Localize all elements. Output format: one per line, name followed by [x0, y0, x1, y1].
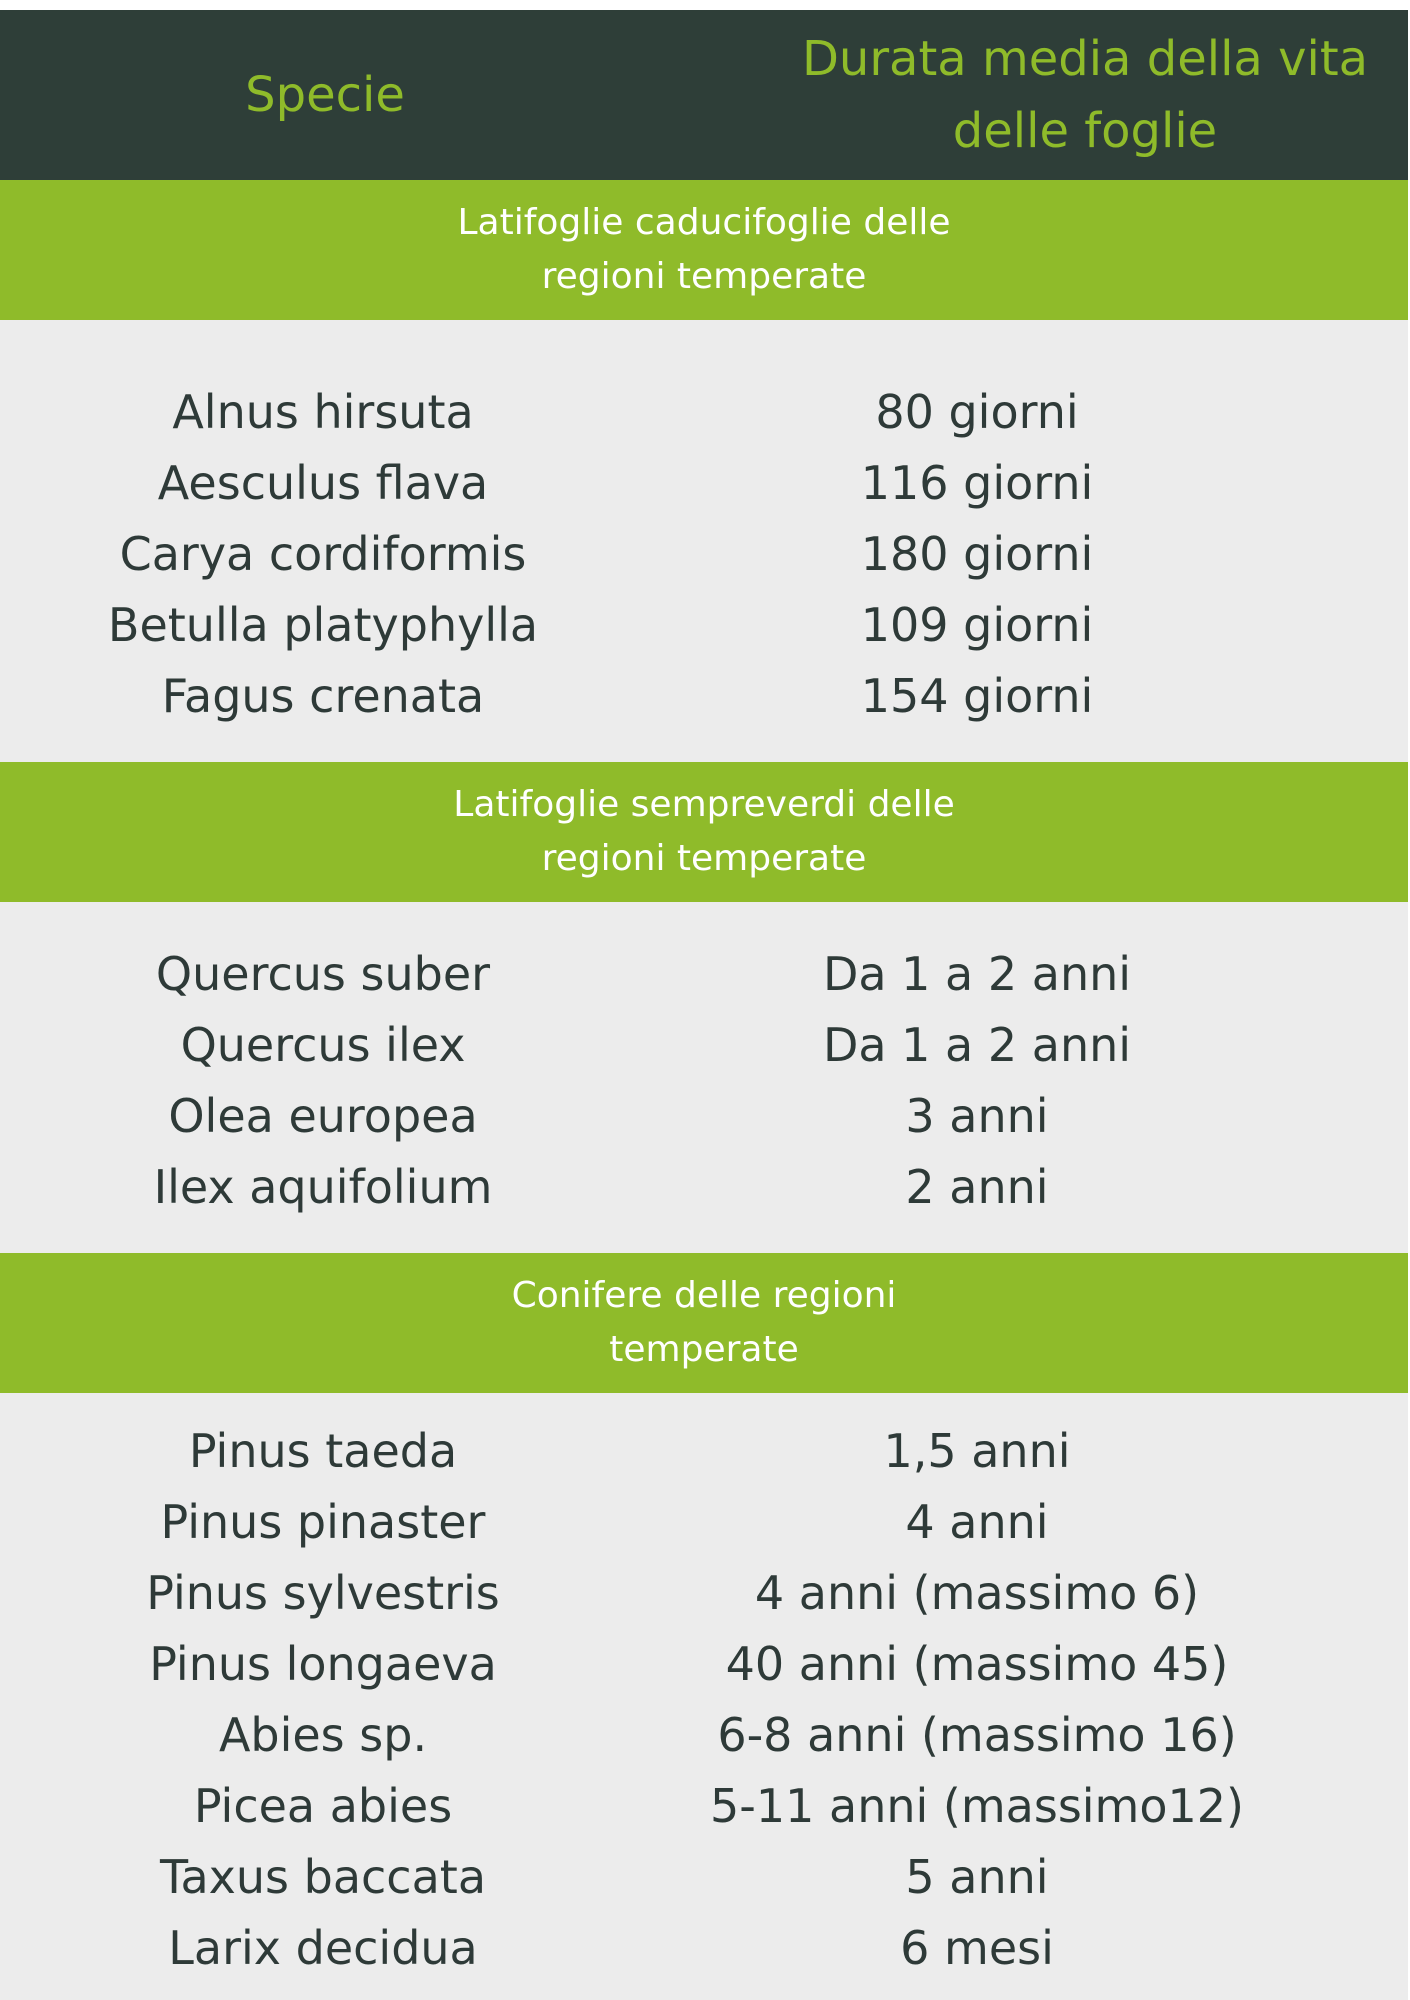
table-row [0, 589, 1408, 660]
duration-cell: 3 anni [905, 1088, 1049, 1143]
duration-cell: 40 anni (massimo 45) [725, 1636, 1229, 1691]
table-row [0, 1770, 1408, 1841]
table-row [0, 1912, 1408, 1983]
table-row [0, 1009, 1408, 1080]
species-cell: Abies sp. [218, 1707, 428, 1762]
duration-cell: Da 1 a 2 anni [822, 946, 1132, 1001]
table-row [0, 1841, 1408, 1912]
duration-cell: 154 giorni [860, 668, 1094, 723]
table-row [0, 1415, 1408, 1486]
duration-cell: 6 mesi [900, 1920, 1054, 1975]
table-row [0, 1486, 1408, 1557]
species-cell: Quercus ilex [180, 1017, 466, 1072]
group-title: Latifoglie caducifoglie delle regioni temperate [457, 202, 951, 297]
group-rows-evergreen-broadleaf [0, 938, 1408, 1222]
table-row [0, 447, 1408, 518]
header-species: Specie [245, 67, 405, 123]
group-title: Conifere delle regioni temperate [511, 1275, 897, 1370]
species-cell: Aesculus flava [157, 455, 489, 510]
duration-cell: 6-8 anni (massimo 16) [717, 1707, 1237, 1762]
duration-cell: 2 anni [905, 1159, 1049, 1214]
species-cell: Picea abies [193, 1778, 453, 1833]
duration-cell: 116 giorni [860, 455, 1094, 510]
species-cell: Ilex aquifolium [153, 1159, 493, 1214]
species-cell: Betulla platyphylla [107, 597, 539, 652]
duration-cell: 1,5 anni [883, 1423, 1071, 1478]
species-cell: Pinus longaeva [149, 1636, 497, 1691]
duration-cell: 5 anni [905, 1849, 1049, 1904]
species-cell: Olea europea [168, 1088, 478, 1143]
table-row [0, 518, 1408, 589]
species-cell: Quercus suber [155, 946, 491, 1001]
duration-cell: Da 1 a 2 anni [822, 1017, 1132, 1072]
group-title: Latifoglie sempreverdi delle regioni temperate [453, 784, 955, 879]
table-header [0, 10, 1408, 180]
table-row [0, 1628, 1408, 1699]
species-cell: Fagus crenata [161, 668, 485, 723]
table-row [0, 660, 1408, 731]
species-cell: Carya cordiformis [119, 526, 527, 581]
species-cell: Alnus hirsuta [172, 384, 474, 439]
table-row [0, 1557, 1408, 1628]
table-row [0, 1080, 1408, 1151]
species-cell: Pinus sylvestris [146, 1565, 500, 1620]
group-band-evergreen-broadleaf [0, 762, 1408, 902]
header-duration: Durata media della vita delle foglie [801, 31, 1369, 159]
duration-cell: 4 anni (massimo 6) [754, 1565, 1200, 1620]
table-row [0, 1699, 1408, 1770]
group-band-conifers [0, 1253, 1408, 1393]
group-rows-deciduous-broadleaf [0, 376, 1408, 731]
group-rows-conifers [0, 1415, 1408, 1983]
species-cell: Pinus pinaster [160, 1494, 486, 1549]
table-row [0, 376, 1408, 447]
leaf-lifespan-table [0, 10, 1408, 2000]
duration-cell: 180 giorni [860, 526, 1094, 581]
species-cell: Taxus baccata [159, 1849, 487, 1904]
duration-cell: 4 anni [905, 1494, 1049, 1549]
duration-cell: 80 giorni [875, 384, 1079, 439]
table-row [0, 938, 1408, 1009]
species-cell: Pinus taeda [188, 1423, 458, 1478]
table-row [0, 1151, 1408, 1222]
duration-cell: 5-11 anni (massimo12) [709, 1778, 1244, 1833]
species-cell: Larix decidua [168, 1920, 478, 1975]
duration-cell: 109 giorni [860, 597, 1094, 652]
group-band-deciduous-broadleaf [0, 180, 1408, 320]
